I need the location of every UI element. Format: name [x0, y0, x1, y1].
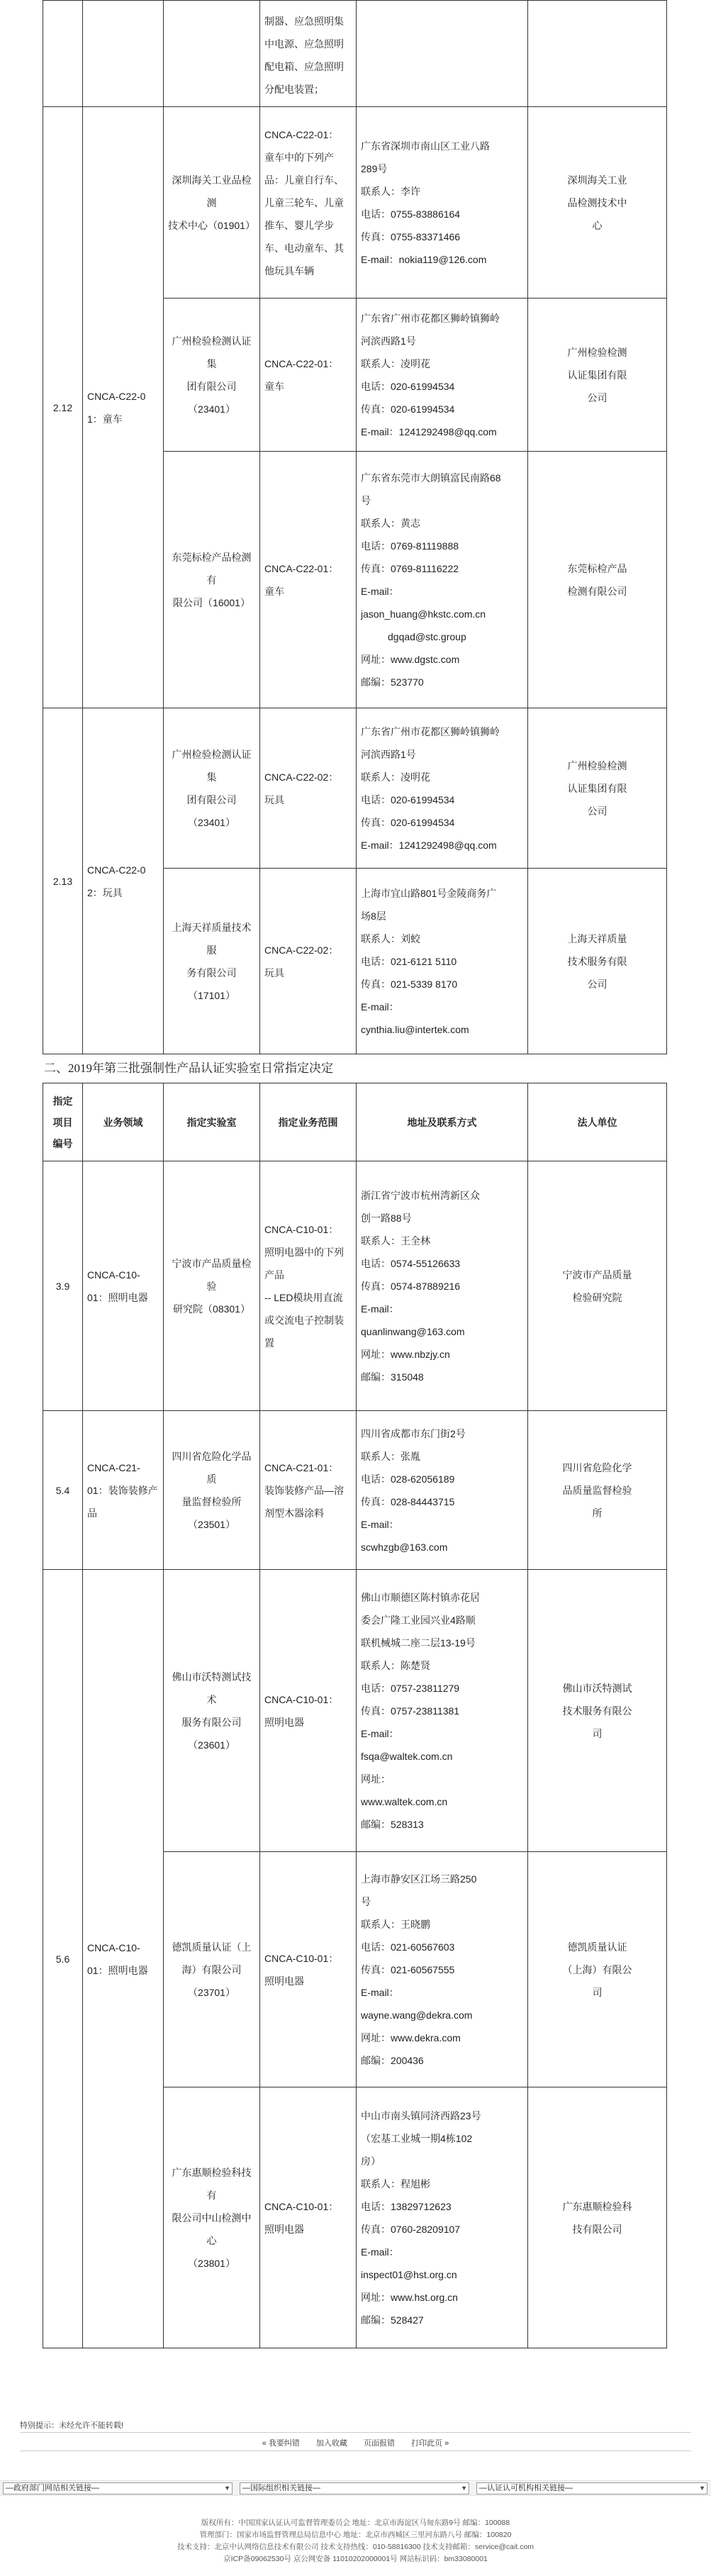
cell-line: （23401） — [188, 816, 235, 828]
scope-cell — [260, 299, 357, 452]
cell-line: （上海）有限公 — [562, 1963, 632, 1975]
legal-entity — [528, 708, 667, 869]
cell-line: 联系人：凌明花 — [361, 771, 430, 783]
cell-line: 电话：021-60567603 — [361, 1941, 455, 1953]
cell-line: CNCA-C10-01： — [264, 1952, 339, 1964]
cell-line: 广东省深圳市南山区工业八路 — [361, 140, 490, 152]
cell-line: CNCA-C10- — [87, 1269, 140, 1281]
scope-cell — [260, 1411, 357, 1570]
cell-line: CNCA-C10-01： — [264, 1693, 339, 1705]
cell-line: 中山市南头镇同济西路23号 — [361, 2109, 481, 2121]
cell-line: 限公司（16001） — [173, 596, 250, 608]
cell-line: 服务有限公司 — [181, 1716, 242, 1728]
cell-line: E-mail：1241292498@qq.com — [361, 425, 497, 437]
related-links-bar — [0, 2480, 711, 2496]
cell-line: 邮编：315048 — [361, 1371, 424, 1383]
cell-line: 网址：www.dgstc.com — [361, 653, 460, 665]
cell-line: 童车 — [264, 380, 284, 392]
cell-line: -- LED模块用直流 — [264, 1291, 343, 1303]
cell-line: 项目 — [52, 1116, 73, 1128]
cell-line: 上海市宜山路801号金陵商务广 — [361, 887, 497, 899]
cell-line: E-mail： — [361, 585, 399, 597]
cell-line: 浙江省宁波市杭州湾新区众 — [361, 1189, 480, 1201]
cell-line: 联系人：王全林 — [361, 1234, 430, 1247]
cell-line: 技术服务有限公 — [562, 1705, 632, 1717]
table-cell — [528, 1, 667, 107]
cell-line: 广东省广州市花都区狮岭镇狮岭 — [361, 312, 500, 324]
cell-line: jason_huang@hkstc.com.cn — [361, 608, 486, 620]
scope-cell — [260, 1570, 357, 1852]
cell-line: 网址：www.hst.org.cn — [361, 2291, 458, 2303]
legal-entity — [528, 869, 667, 1054]
divider — [20, 2432, 691, 2433]
cell-line: 分配电装置； — [264, 84, 324, 95]
cell-line: 司 — [592, 1986, 603, 1998]
cell-line: 团有限公司 — [186, 793, 237, 805]
item-number: 2.12 — [43, 107, 83, 708]
scope-cell — [260, 869, 357, 1054]
cell-line: cynthia.liu@intertek.com — [361, 1023, 469, 1035]
cell-line: 河滨西路1号 — [361, 748, 416, 760]
cell-line: 广州检验检测认证集 — [172, 748, 252, 783]
cell-line: 置 — [264, 1337, 274, 1349]
lab-name — [164, 869, 260, 1054]
cell-line: 品质量监督检验 — [562, 1484, 632, 1496]
cell-line: 四川省成都市东门街2号 — [361, 1427, 466, 1439]
cell-line: 研究院（08301） — [173, 1303, 250, 1315]
table-row — [43, 708, 667, 869]
business-field — [83, 1411, 164, 1570]
cell-line: 东莞标检产品 — [567, 562, 627, 574]
item-number: 3.9 — [43, 1161, 83, 1411]
cell-line: CNCA-C10-01： — [264, 2200, 339, 2212]
cell-line: 东莞标检产品检测有 — [172, 551, 252, 586]
table-cell — [83, 1, 164, 107]
column-header-lab: 指定实验室 — [164, 1083, 260, 1161]
cell-line: 童车中的下列产 — [264, 151, 334, 163]
legal-entity — [528, 1161, 667, 1411]
cell-line: （17101） — [188, 989, 235, 1001]
cert-links-select-value: —认证认可机构相关链接— — [479, 2484, 573, 2492]
cell-line: 电话：021-6121 5110 — [361, 955, 457, 967]
legal-entity — [528, 452, 667, 708]
table-row — [43, 107, 667, 299]
scope-cell — [260, 708, 357, 869]
scope-cell — [260, 1852, 357, 2087]
cell-line: CNCA-C21-01： — [264, 1461, 339, 1473]
icp-line: 京ICP备09062530号 京公网安备 11010202000001号 网站标识码：bm33080001 — [223, 2555, 488, 2563]
site-info — [0, 2517, 711, 2565]
column-header-no — [43, 1083, 83, 1161]
cell-line: 照明电器 — [264, 1975, 304, 1987]
cell-line: 品：儿童自行车、 — [264, 174, 344, 186]
cell-line: 中电源、应急照明 — [264, 38, 344, 50]
chevron-down-icon: ▼ — [699, 2485, 705, 2492]
cell-line: 电话：0757-23811279 — [361, 1682, 460, 1694]
cell-line: 联系人：程旭彬 — [361, 2178, 430, 2190]
cert-links-select[interactable] — [476, 2482, 707, 2494]
cell-line: 照明电器 — [264, 1716, 304, 1728]
cell-line: 传真：028-84443715 — [361, 1495, 455, 1507]
cell-line: 邮编：528313 — [361, 1818, 424, 1830]
cell-line: 剂型木器涂料 — [264, 1507, 324, 1519]
cell-line: 广东省东莞市大朗镇富民南路68 — [361, 472, 501, 484]
cell-line: （23701） — [188, 1986, 235, 1998]
cell-line: 他玩具车辆 — [264, 264, 314, 277]
cell-line: 房） — [361, 2155, 381, 2167]
cell-line: 联系人：黄志 — [361, 517, 420, 529]
legal-entity — [528, 2087, 667, 2348]
cell-line: 网址：www.nbzjy.cn — [361, 1348, 450, 1360]
cell-line: 委会广隆工业园兴业4路顺 — [361, 1614, 476, 1626]
cell-line: 玩具 — [264, 966, 284, 978]
cell-line: 儿童三轮车、儿童 — [264, 196, 344, 208]
intl-links-select-value: —国际组织相关链接— — [242, 2484, 320, 2492]
cell-line: E-mail： — [361, 2246, 399, 2258]
cell-line: 联系人：凌明花 — [361, 357, 430, 369]
cell-line: CNCA-C22-01： — [264, 128, 339, 140]
cell-line: 产品 — [264, 1269, 284, 1281]
section-title: 二、2019年第三批强制性产品认证实验室日常指定决定 — [44, 1061, 333, 1075]
cell-line: E-mail： — [361, 1518, 399, 1530]
cell-line: 玩具 — [264, 793, 284, 805]
table-row — [43, 1161, 667, 1411]
cell-line: CNCA-C22-01： — [264, 357, 339, 369]
cell-line: 01：照明电器 — [87, 1964, 148, 1976]
contact-cell — [357, 2087, 528, 2348]
cell-line: 公司 — [587, 805, 608, 817]
cell-line: CNCA-C10-01： — [264, 1223, 339, 1235]
cell-line: 所 — [592, 1507, 603, 1519]
legal-entity — [528, 299, 667, 452]
cell-line: 传真：020-61994534 — [361, 403, 455, 415]
cell-line: 网址：www.dekra.com — [361, 2031, 461, 2043]
cell-line: www.waltek.com.cn — [361, 1795, 448, 1807]
cell-line: E-mail：nokia119@126.com — [361, 253, 487, 265]
cell-line: 创一路88号 — [361, 1212, 412, 1224]
cell-line: 认证集团有限 — [567, 782, 627, 794]
item-number: 2.13 — [43, 708, 83, 1054]
cell-line: E-mail： — [361, 1303, 399, 1315]
cell-line: inspect01@hst.org.cn — [361, 2268, 457, 2280]
gov-links-select-value: —政府部门网站相关链接— — [6, 2484, 99, 2492]
cell-line: 心 — [592, 219, 603, 231]
divider — [20, 2450, 691, 2451]
table-header-row — [43, 1083, 667, 1161]
cell-line: 团有限公司 — [186, 380, 237, 392]
cell-line: CNCA-C22-02： — [264, 771, 339, 783]
cell-line: 佛山市顺德区陈村镇赤花居 — [361, 1591, 480, 1603]
chevron-down-icon: ▼ — [224, 2485, 230, 2492]
cell-line: 编号 — [52, 1137, 73, 1149]
cell-line: 邮编：200436 — [361, 2054, 424, 2066]
cell-line: 深圳海关工业品检测 — [172, 174, 252, 208]
cell-line: （宏基工业城一期4栋102 — [361, 2132, 473, 2144]
cell-line: 邮编：528427 — [361, 2314, 424, 2326]
cell-line: 号 — [361, 494, 371, 506]
lab-name — [164, 452, 260, 708]
item-number: 5.6 — [43, 1570, 83, 2348]
cell-line: 品检测技术中 — [567, 196, 627, 208]
cell-line: 电话：0769-81119888 — [361, 540, 459, 552]
cell-line: 上海市静安区江场三路250 — [361, 1873, 477, 1885]
add-favorite-link[interactable]: 加入收藏 — [315, 2439, 347, 2448]
cell-line: 认证集团有限 — [567, 369, 627, 381]
cell-line: 童车 — [264, 585, 284, 597]
cell-line: 传真：0769-81116222 — [361, 562, 459, 574]
legal-entity — [528, 1570, 667, 1852]
cell-line: 上海天祥质量 — [567, 932, 627, 944]
lab-name — [164, 1570, 260, 1852]
cell-line: scwhzgb@163.com — [361, 1541, 448, 1553]
cell-line: CNCA-C21- — [87, 1461, 140, 1473]
cell-line: 广州检验检测 — [567, 346, 627, 358]
main-content — [43, 0, 666, 2348]
management-line: 管理部门：国家市场监督管理总局信息中心 地址：北京市西城区三里河东路八号 邮编：100820 — [199, 2531, 512, 2539]
intl-links-select[interactable] — [240, 2482, 469, 2494]
cell-line: 四川省危险化学品质 — [172, 1450, 252, 1485]
designation-table — [43, 1083, 667, 2348]
cell-line: 电话：0574-55126633 — [361, 1257, 461, 1269]
lab-name — [164, 299, 260, 452]
cell-line: 公司 — [587, 978, 608, 990]
support-line: 技术支持：北京中认网络信息技术有限公司 技术支持热线：010-58816300 技术支持邮箱：service@cait.com — [177, 2543, 534, 2551]
cell-line: 检测有限公司 — [567, 585, 627, 597]
cell-line: 佛山市沃特测试技术 — [172, 1671, 252, 1705]
contact-cell — [357, 1852, 528, 2087]
reprint-notice: 特别提示：未经允许不能转载! — [20, 2421, 124, 2430]
cell-line: 电话：0755-83886164 — [361, 208, 461, 220]
cell-line: 01：照明电器 — [87, 1291, 148, 1303]
scope-cell — [260, 107, 357, 299]
business-field — [83, 1570, 164, 2348]
cell-line: 深圳海关工业 — [567, 174, 627, 186]
legal-entity — [528, 1852, 667, 2087]
cell-line: 邮编：523770 — [361, 676, 424, 688]
cell-line: E-mail： — [361, 1000, 399, 1013]
cell-line: 广州检验检测认证集 — [172, 335, 252, 369]
cell-line: 照明电器中的下列 — [264, 1246, 344, 1258]
cell-line: 上海天祥质量技术服 — [172, 921, 252, 956]
cell-line: 广东惠顺检验科 — [562, 2200, 632, 2212]
lab-table-continued — [43, 0, 667, 1054]
cell-line: 号 — [361, 1895, 371, 1907]
cell-line: 传真：0574-87889216 — [361, 1280, 461, 1292]
cell-line: （23601） — [188, 1739, 235, 1751]
chevron-down-icon: ▼ — [461, 2485, 467, 2492]
business-field — [83, 1161, 164, 1411]
cell-line: 联系人：王晓鹏 — [361, 1918, 430, 1930]
lab-name — [164, 1852, 260, 2087]
legal-entity — [528, 1411, 667, 1570]
cell-line: 司 — [592, 1727, 603, 1739]
contact-cell — [357, 452, 528, 708]
cell-line: 限公司中山检测中心 — [172, 2212, 252, 2246]
column-header-field: 业务领域 — [83, 1083, 164, 1161]
cell-line: 四川省危险化学 — [562, 1461, 632, 1473]
cell-line: CNCA-C22-01： — [264, 562, 339, 574]
scope-cell — [260, 2087, 357, 2348]
footer — [0, 2382, 711, 2576]
cell-line: 德凯质量认证（上 — [172, 1941, 252, 1953]
contact-cell — [357, 1411, 528, 1570]
business-field: CNCA-C22-01：童车 — [83, 107, 164, 708]
cell-line: 网址： — [361, 1773, 391, 1785]
contact-cell — [357, 869, 528, 1054]
cell-line: 传真：0757-23811381 — [361, 1705, 460, 1717]
scope-cell — [260, 1161, 357, 1411]
column-header-unit: 法人单位 — [528, 1083, 667, 1161]
cell-line: 照明电器 — [264, 2223, 304, 2235]
cell-line: 指定 — [52, 1095, 73, 1107]
cell-line: 配电箱、应急照明 — [264, 61, 344, 72]
scope-cell — [260, 452, 357, 708]
page-actions — [0, 2437, 711, 2448]
table-cell — [357, 1, 528, 107]
scope-cell — [260, 1, 357, 107]
lab-name — [164, 107, 260, 299]
cell-line: 河滨西路1号 — [361, 335, 416, 347]
copyright-line: 版权所有：中国国家认证认可监督管理委员会 地址：北京市海淀区马甸东路9号 邮编：100088 — [201, 2519, 510, 2527]
cell-line: （23401） — [188, 403, 235, 415]
business-field: CNCA-C22-02：玩具 — [83, 708, 164, 1054]
cell-line: 广东惠顺检验科技有 — [172, 2166, 252, 2201]
cell-line: 装饰装修产品—溶 — [264, 1484, 344, 1496]
cell-line: dgqad@stc.group — [388, 630, 466, 642]
cell-line: 电话：028-62056189 — [361, 1473, 455, 1485]
cell-line: 传真：0760-28209107 — [361, 2223, 461, 2235]
cell-line: 宁波市产品质量检验 — [172, 1257, 252, 1292]
table-row — [43, 1570, 667, 1852]
table-cell — [43, 1, 83, 107]
cell-line: 联系人：张胤 — [361, 1450, 420, 1462]
cell-line: 推车、婴儿学步 — [264, 219, 334, 231]
cell-line: 电话：13829712623 — [361, 2200, 452, 2212]
cell-line: CNCA-C22-02： — [264, 944, 339, 956]
cell-line: 技术中心（01901） — [168, 219, 255, 231]
cell-line: CNCA-C10- — [87, 1941, 140, 1953]
lab-name — [164, 708, 260, 869]
cell-line: 品 — [87, 1507, 97, 1519]
gov-links-select[interactable] — [3, 2482, 233, 2494]
cell-line: 传真：021-60567555 — [361, 1963, 455, 1975]
cell-line: 务有限公司 — [186, 966, 237, 978]
cell-line: 量监督检验所 — [181, 1495, 242, 1507]
cell-line: 289号 — [361, 162, 388, 174]
page-error-link[interactable]: 页面报错 — [364, 2439, 396, 2448]
lab-name — [164, 1411, 260, 1570]
cell-line: 传真：0755-83371466 — [361, 230, 461, 242]
cell-line: 制器、应急照明集 — [264, 16, 344, 27]
column-header-contact: 地址及联系方式 — [357, 1083, 528, 1161]
cell-line: 公司 — [587, 391, 608, 403]
cell-line: 车、电动童车、其 — [264, 242, 344, 254]
cell-line: （23501） — [188, 1518, 235, 1530]
cell-line: 电话：020-61994534 — [361, 793, 455, 805]
cell-line: 德凯质量认证 — [567, 1941, 627, 1953]
contact-cell — [357, 708, 528, 869]
cell-line: 联系人：刘蛟 — [361, 932, 420, 944]
cell-line: 联机械城二座二层13-19号 — [361, 1637, 476, 1649]
cell-line: 传真：021-5339 8170 — [361, 978, 458, 990]
cell-line: 联系人：李许 — [361, 185, 420, 197]
cell-line: 传真：020-61994534 — [361, 816, 455, 828]
cell-line: quanlinwang@163.com — [361, 1325, 465, 1337]
lab-name — [164, 2087, 260, 2348]
contact-cell — [357, 299, 528, 452]
cell-line: wayne.wang@dekra.com — [361, 2009, 473, 2021]
column-header-scope: 指定业务范围 — [260, 1083, 357, 1161]
cell-line: 海）有限公司 — [181, 1963, 242, 1975]
cell-line: 佛山市沃特测试 — [562, 1682, 632, 1694]
cell-line: E-mail：1241292498@qq.com — [361, 839, 497, 851]
table-cell — [164, 1, 260, 107]
contact-cell — [357, 1570, 528, 1852]
table-row — [43, 1, 667, 107]
cell-line: 检验研究院 — [572, 1291, 622, 1303]
cell-line: 场8层 — [361, 910, 386, 922]
report-error-link[interactable]: « 我要纠错 — [262, 2439, 300, 2448]
cell-line: 或交流电子控制装 — [264, 1314, 344, 1326]
cell-line: E-mail： — [361, 1727, 399, 1739]
cell-line: 广东省广州市花都区狮岭镇狮岭 — [361, 725, 500, 737]
cell-line: 宁波市产品质量 — [562, 1269, 632, 1281]
print-page-link[interactable]: 打印此页 » — [411, 2439, 449, 2448]
contact-cell — [357, 1161, 528, 1411]
cell-line: （23801） — [188, 2257, 235, 2269]
cell-line: 技有限公司 — [572, 2223, 622, 2235]
cell-line: 01：装饰装修产 — [87, 1484, 158, 1496]
cell-line: 广州检验检测 — [567, 759, 627, 771]
table-row — [43, 1411, 667, 1570]
cell-line: E-mail： — [361, 1986, 399, 1998]
legal-entity — [528, 107, 667, 299]
cell-line: 联系人：陈楚贤 — [361, 1659, 430, 1671]
lab-name — [164, 1161, 260, 1411]
cell-line: 技术服务有限 — [567, 955, 627, 967]
cell-line: fsqa@waltek.com.cn — [361, 1750, 453, 1762]
item-number: 5.4 — [43, 1411, 83, 1570]
contact-cell — [357, 107, 528, 299]
cell-line: 电话：020-61994534 — [361, 380, 455, 392]
